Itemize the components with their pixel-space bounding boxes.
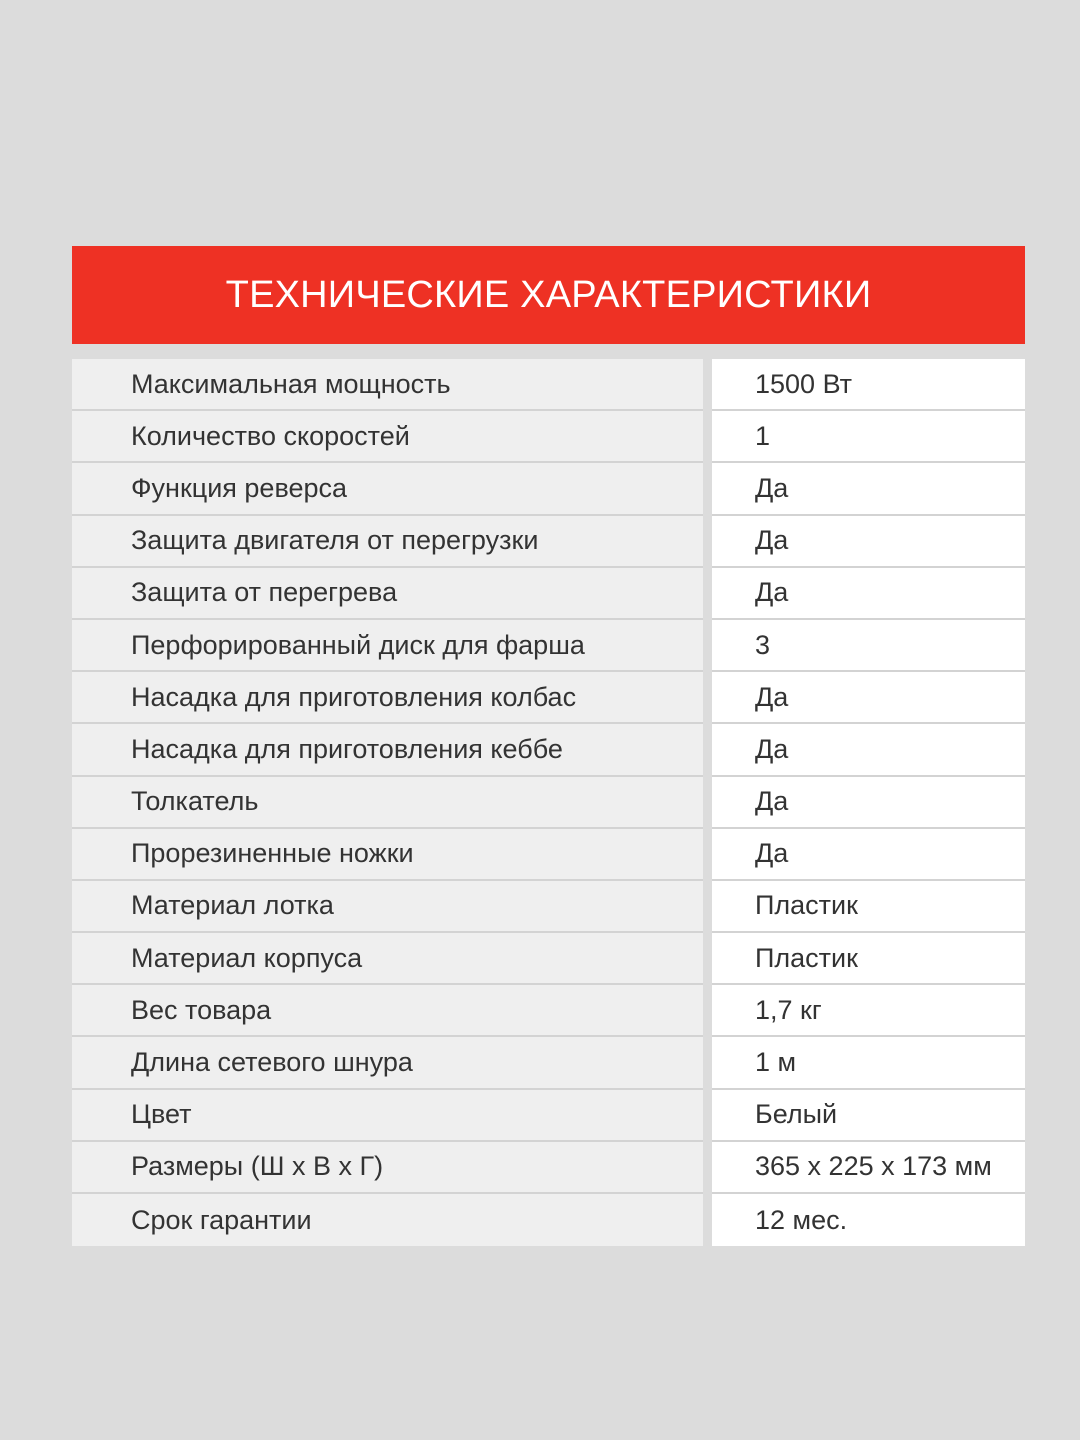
spec-label: Количество скоростей [72, 411, 703, 463]
spec-label: Защита от перегрева [72, 568, 703, 620]
spec-value: Белый [712, 1090, 1025, 1142]
spec-row [72, 724, 1025, 776]
spec-row [72, 1142, 1025, 1194]
spec-value: Пластик [712, 881, 1025, 933]
spec-value: Да [712, 777, 1025, 829]
spec-label: Размеры (Ш х В х Г) [72, 1142, 703, 1194]
spec-label: Материал лотка [72, 881, 703, 933]
spec-row [72, 463, 1025, 515]
spec-row [72, 881, 1025, 933]
spec-value: 1,7 кг [712, 985, 1025, 1037]
specs-title: ТЕХНИЧЕСКИЕ ХАРАКТЕРИСТИКИ [225, 273, 872, 316]
spec-label: Перфорированный диск для фарша [72, 620, 703, 672]
spec-row [72, 933, 1025, 985]
spec-label: Прорезиненные ножки [72, 829, 703, 881]
spec-value: Да [712, 672, 1025, 724]
spec-value: Да [712, 516, 1025, 568]
spec-row [72, 777, 1025, 829]
spec-value: 1500 Вт [712, 359, 1025, 411]
spec-row [72, 1194, 1025, 1246]
spec-label: Максимальная мощность [72, 359, 703, 411]
spec-row [72, 359, 1025, 411]
spec-value: 3 [712, 620, 1025, 672]
spec-row [72, 672, 1025, 724]
spec-label: Защита двигателя от перегрузки [72, 516, 703, 568]
spec-label: Вес товара [72, 985, 703, 1037]
spec-label: Толкатель [72, 777, 703, 829]
spec-row [72, 985, 1025, 1037]
spec-label: Насадка для приготовления кеббе [72, 724, 703, 776]
spec-value: Да [712, 829, 1025, 881]
spec-row [72, 1090, 1025, 1142]
spec-label: Функция реверса [72, 463, 703, 515]
spec-value: 1 м [712, 1037, 1025, 1089]
spec-row [72, 568, 1025, 620]
spec-value: Да [712, 724, 1025, 776]
specs-header [72, 246, 1025, 344]
spec-value: Да [712, 568, 1025, 620]
spec-value: 365 х 225 х 173 мм [712, 1142, 1025, 1194]
spec-row [72, 829, 1025, 881]
specs-table [72, 359, 1025, 1246]
spec-label: Срок гарантии [72, 1194, 703, 1246]
spec-row [72, 1037, 1025, 1089]
spec-row [72, 411, 1025, 463]
spec-value: 1 [712, 411, 1025, 463]
spec-label: Насадка для приготовления колбас [72, 672, 703, 724]
spec-label: Материал корпуса [72, 933, 703, 985]
spec-value: 12 мес. [712, 1194, 1025, 1246]
spec-label: Цвет [72, 1090, 703, 1142]
spec-value: Пластик [712, 933, 1025, 985]
spec-row [72, 620, 1025, 672]
spec-value: Да [712, 463, 1025, 515]
spec-label: Длина сетевого шнура [72, 1037, 703, 1089]
spec-row [72, 516, 1025, 568]
